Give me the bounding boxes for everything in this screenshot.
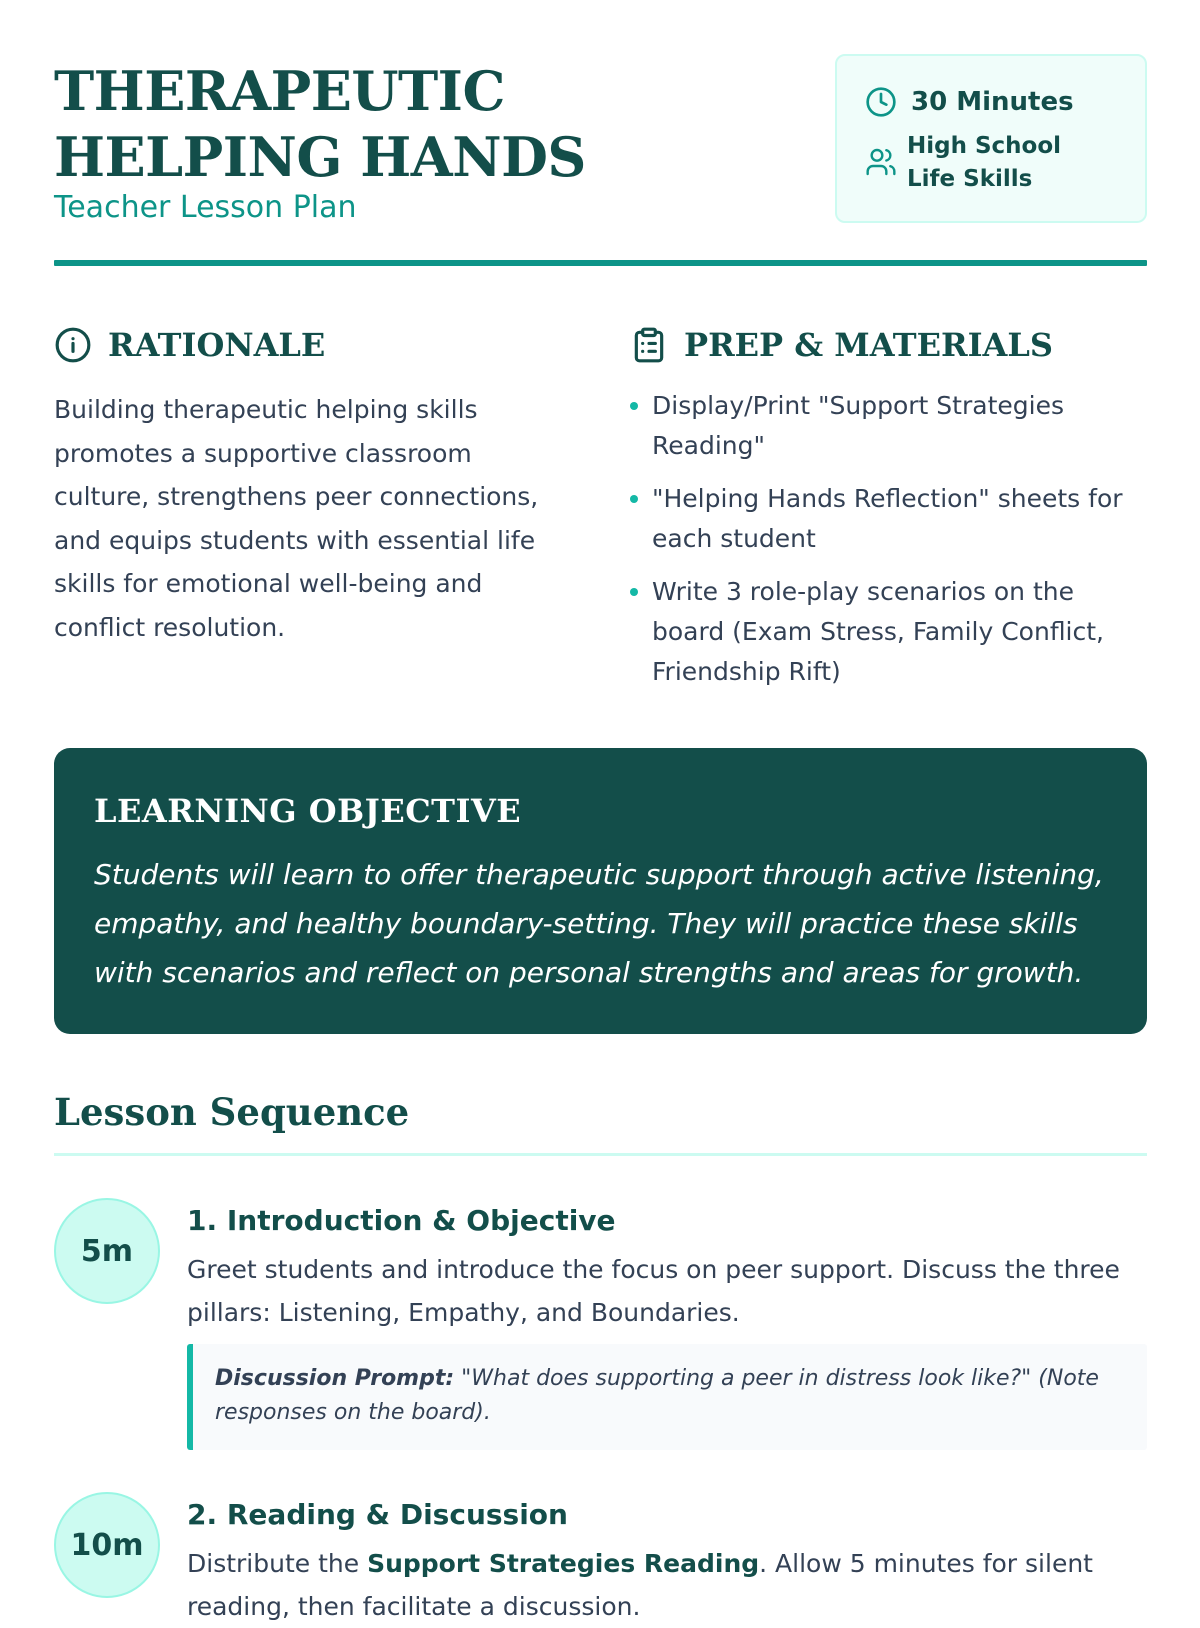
header-divider: [54, 260, 1147, 266]
prep-heading: [630, 326, 1053, 364]
objective-text: Students will learn to offer therapeutic support through active listening, empathy, and healthy boundary-setting. They will practice these skills with scenarios and reflect on personal strengths and areas for growth.: [94, 858, 1104, 989]
rationale-heading-text: RATIONALE: [108, 326, 326, 364]
prep-item: Write 3 role-play scenarios on the board (Exam Stress, Family Conflict, Friendship Rift): [630, 572, 1150, 692]
learning-objective-card: [54, 748, 1147, 1034]
prep-item: Display/Print "Support Strategies Reading": [630, 386, 1150, 466]
reading-title: Support Strategies Reading: [367, 1549, 760, 1578]
step-text-part: Distribute the: [187, 1549, 368, 1578]
clipboard-list-icon: [630, 326, 668, 364]
clock-icon: [865, 86, 897, 118]
objective-heading: LEARNING OBJECTIVE: [94, 792, 522, 830]
step-time-badge: 5m: [54, 1198, 160, 1304]
prompt-text: "What does supporting a peer in distress look like?" (Note responses on the board).: [215, 1366, 1099, 1425]
prep-list: [630, 386, 1150, 705]
prep-heading-text: PREP & MATERIALS: [684, 326, 1053, 364]
step-time-badge: 10m: [54, 1492, 160, 1598]
audience-row: [865, 130, 1107, 196]
page-subtitle: Teacher Lesson Plan: [54, 190, 357, 225]
users-icon: [865, 146, 897, 178]
prep-item: "Helping Hands Reflection" sheets for each student: [630, 479, 1150, 559]
audience-text: High School Life Skills: [907, 133, 1062, 192]
lesson-meta-card: [835, 54, 1147, 223]
lesson-sequence-heading: Lesson Sequence: [54, 1090, 410, 1134]
prompt-label: Discussion Prompt:: [215, 1366, 455, 1391]
sequence-divider: [54, 1153, 1147, 1156]
step-text: [187, 1542, 1147, 1628]
step-title: 1. Introduction & Objective: [187, 1204, 616, 1237]
duration-text: 30 Minutes: [911, 87, 1074, 117]
step-title: 2. Reading & Discussion: [187, 1498, 568, 1531]
step-text: Greet students and introduce the focus on peer support. Discuss the three pillars: Listening, Empathy, and Boundaries.: [187, 1255, 1120, 1327]
page-title: THERAPEUTIC HELPING HANDS: [54, 59, 586, 189]
duration-row: [865, 86, 1074, 118]
step-text-part: . Allow 5 minutes for silent reading, then facilitate a discussion.: [187, 1549, 1093, 1621]
rationale-heading: [54, 326, 325, 364]
info-icon: [54, 326, 92, 364]
rationale-text: Building therapeutic helping skills promotes a supportive classroom culture, strengthens peer connections, and equips students with essential life skills for emotional well-being and conflict resolution.: [54, 395, 539, 642]
discussion-prompt: [187, 1344, 1147, 1450]
